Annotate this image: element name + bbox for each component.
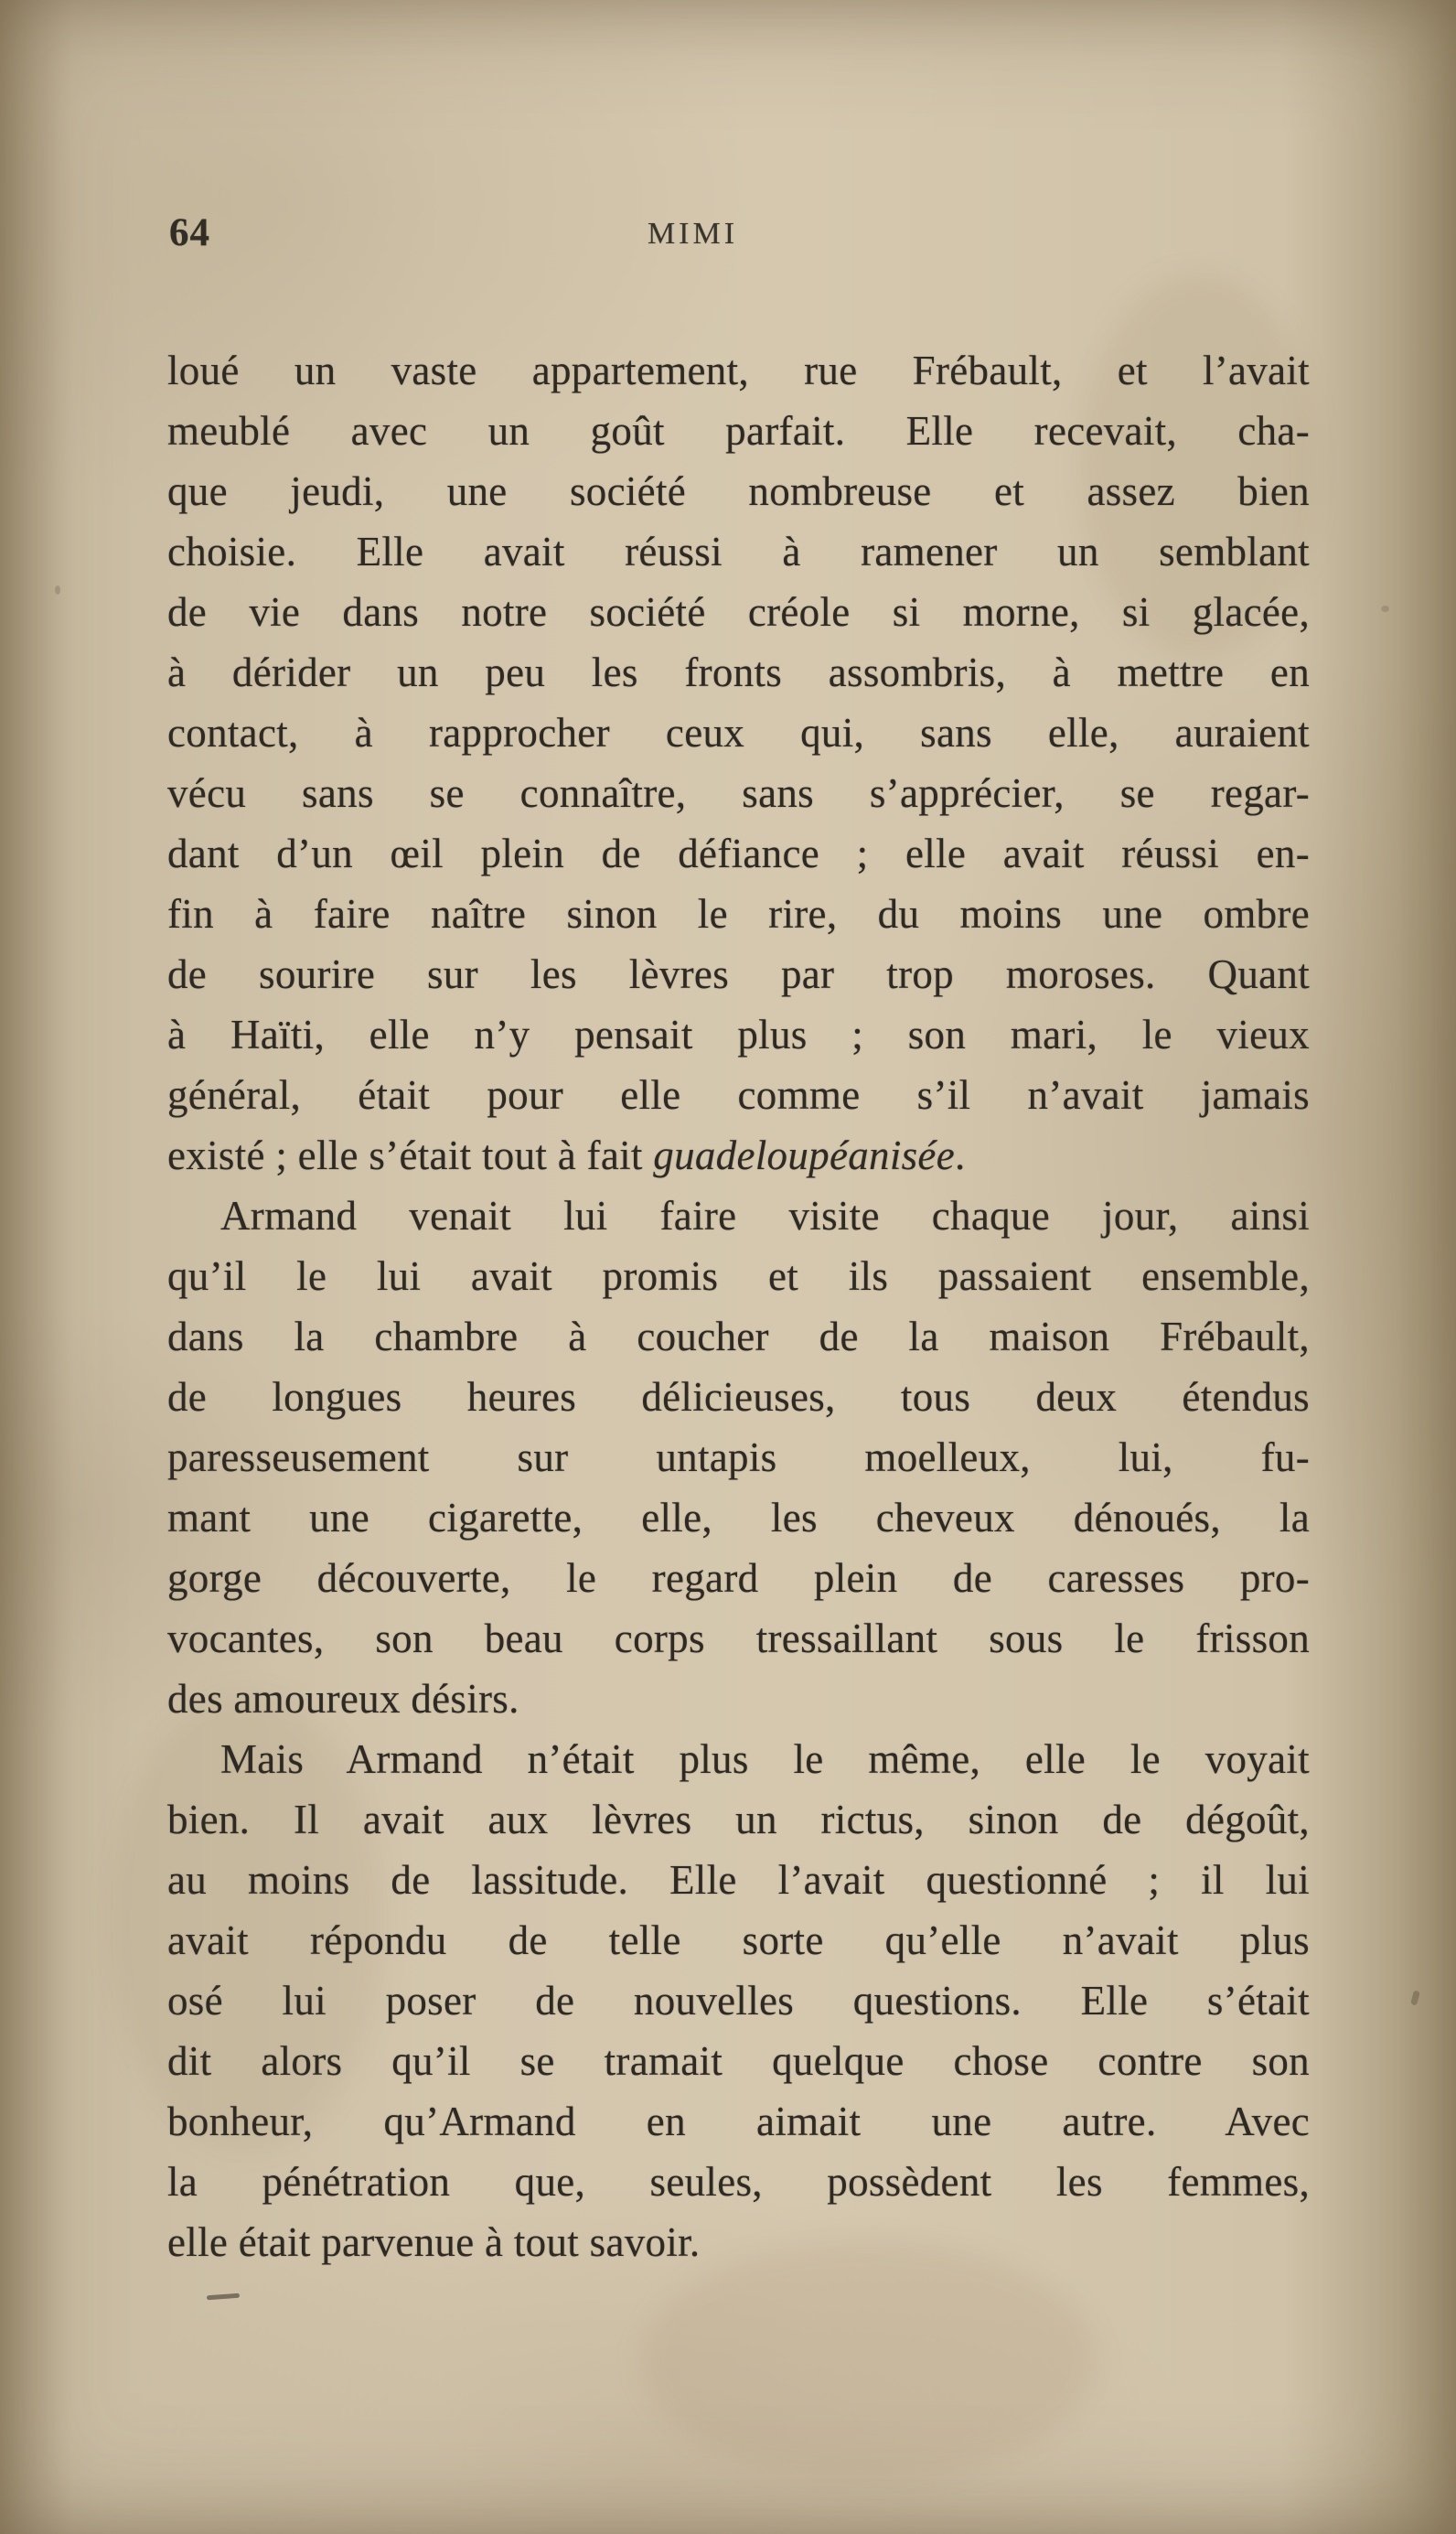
text-line: choisie. Elle avait réussi à ramener un semblant <box>167 529 1310 574</box>
text-line: paresseusement sur untapis moelleux, lui, fu- <box>167 1434 1310 1480</box>
text-line: mant une cigarette, elle, les cheveux dénoués, la <box>167 1495 1310 1541</box>
text-line <box>167 1125 1310 1186</box>
ink-speck <box>207 2293 240 2300</box>
text-line: qu’il le lui avait promis et ils passaient ensemble, <box>167 1253 1310 1299</box>
text-line: dit alors qu’il se tramait quelque chose contre son <box>167 2038 1310 2084</box>
text-line: vocantes, son beau corps tressaillant sous le frisson <box>167 1616 1310 1661</box>
text-line: avait répondu de telle sorte qu’elle n’avait plus <box>167 1917 1310 1963</box>
text-line: de vie dans notre société créole si morne, si glacée, <box>167 589 1310 635</box>
text-line: à Haïti, elle n’y pensait plus ; son mari, le vieux <box>167 1012 1310 1058</box>
text-line: bonheur, qu’Armand en aimait une autre. Avec <box>167 2099 1310 2144</box>
text-line: elle était parvenue à tout savoir. <box>167 2219 701 2265</box>
text-line: au moins de lassitude. Elle l’avait questionné ; il lui <box>167 1857 1310 1903</box>
text-line: de longues heures délicieuses, tous deux étendus <box>167 1374 1310 1420</box>
text-line: osé lui poser de nouvelles questions. Elle s’était <box>167 1978 1310 2024</box>
text-line: fin à faire naître sinon le rire, du moins une ombre <box>167 891 1310 937</box>
ink-speck <box>1410 1990 1420 2005</box>
page-header <box>167 210 1310 262</box>
text-line: Armand venait lui faire visite chaque jour, ainsi <box>220 1193 1310 1239</box>
text-line: meublé avec un goût parfait. Elle recevait, cha- <box>167 408 1310 454</box>
paragraph-2 <box>167 1186 1310 1729</box>
text-line: bien. Il avait aux lèvres un rictus, sinon de dégoût, <box>167 1797 1310 1842</box>
paragraph-3 <box>167 1729 1310 2272</box>
text-segment: . <box>954 1133 966 1178</box>
page-number: 64 <box>169 211 210 254</box>
text-line: à dérider un peu les fronts assombris, à mettre en <box>167 650 1310 695</box>
page-body-text <box>167 340 1310 2272</box>
text-line: vécu sans se connaître, sans s’apprécier, se regar- <box>167 770 1310 816</box>
paragraph-1 <box>167 340 1310 1186</box>
text-segment: existé ; elle s’était tout à fait <box>167 1133 654 1178</box>
ink-speck <box>1381 606 1389 612</box>
text-line: Mais Armand n’était plus le même, elle le voyait <box>220 1736 1310 1782</box>
paper-stain <box>640 2241 1097 2479</box>
text-line: de sourire sur les lèvres par trop moroses. Quant <box>167 951 1310 997</box>
text-line: loué un vaste appartement, rue Frébault, et l’avait <box>167 348 1310 393</box>
text-line: la pénétration que, seules, possèdent les femmes, <box>167 2159 1310 2205</box>
text-segment-italic: guadeloupéanisée <box>653 1133 955 1178</box>
ink-speck <box>55 585 60 595</box>
text-line: gorge découverte, le regard plein de caresses pro- <box>167 1555 1310 1601</box>
running-title: MIMI <box>647 217 739 251</box>
text-line: que jeudi, une société nombreuse et assez bien <box>167 468 1310 514</box>
text-line: dant d’un œil plein de défiance ; elle avait réussi en- <box>167 831 1310 876</box>
text-line: des amoureux désirs. <box>167 1676 519 1722</box>
text-line: dans la chambre à coucher de la maison Frébault, <box>167 1314 1310 1359</box>
text-line: contact, à rapprocher ceux qui, sans elle, auraient <box>167 710 1310 756</box>
text-line: général, était pour elle comme s’il n’avait jamais <box>167 1072 1310 1118</box>
